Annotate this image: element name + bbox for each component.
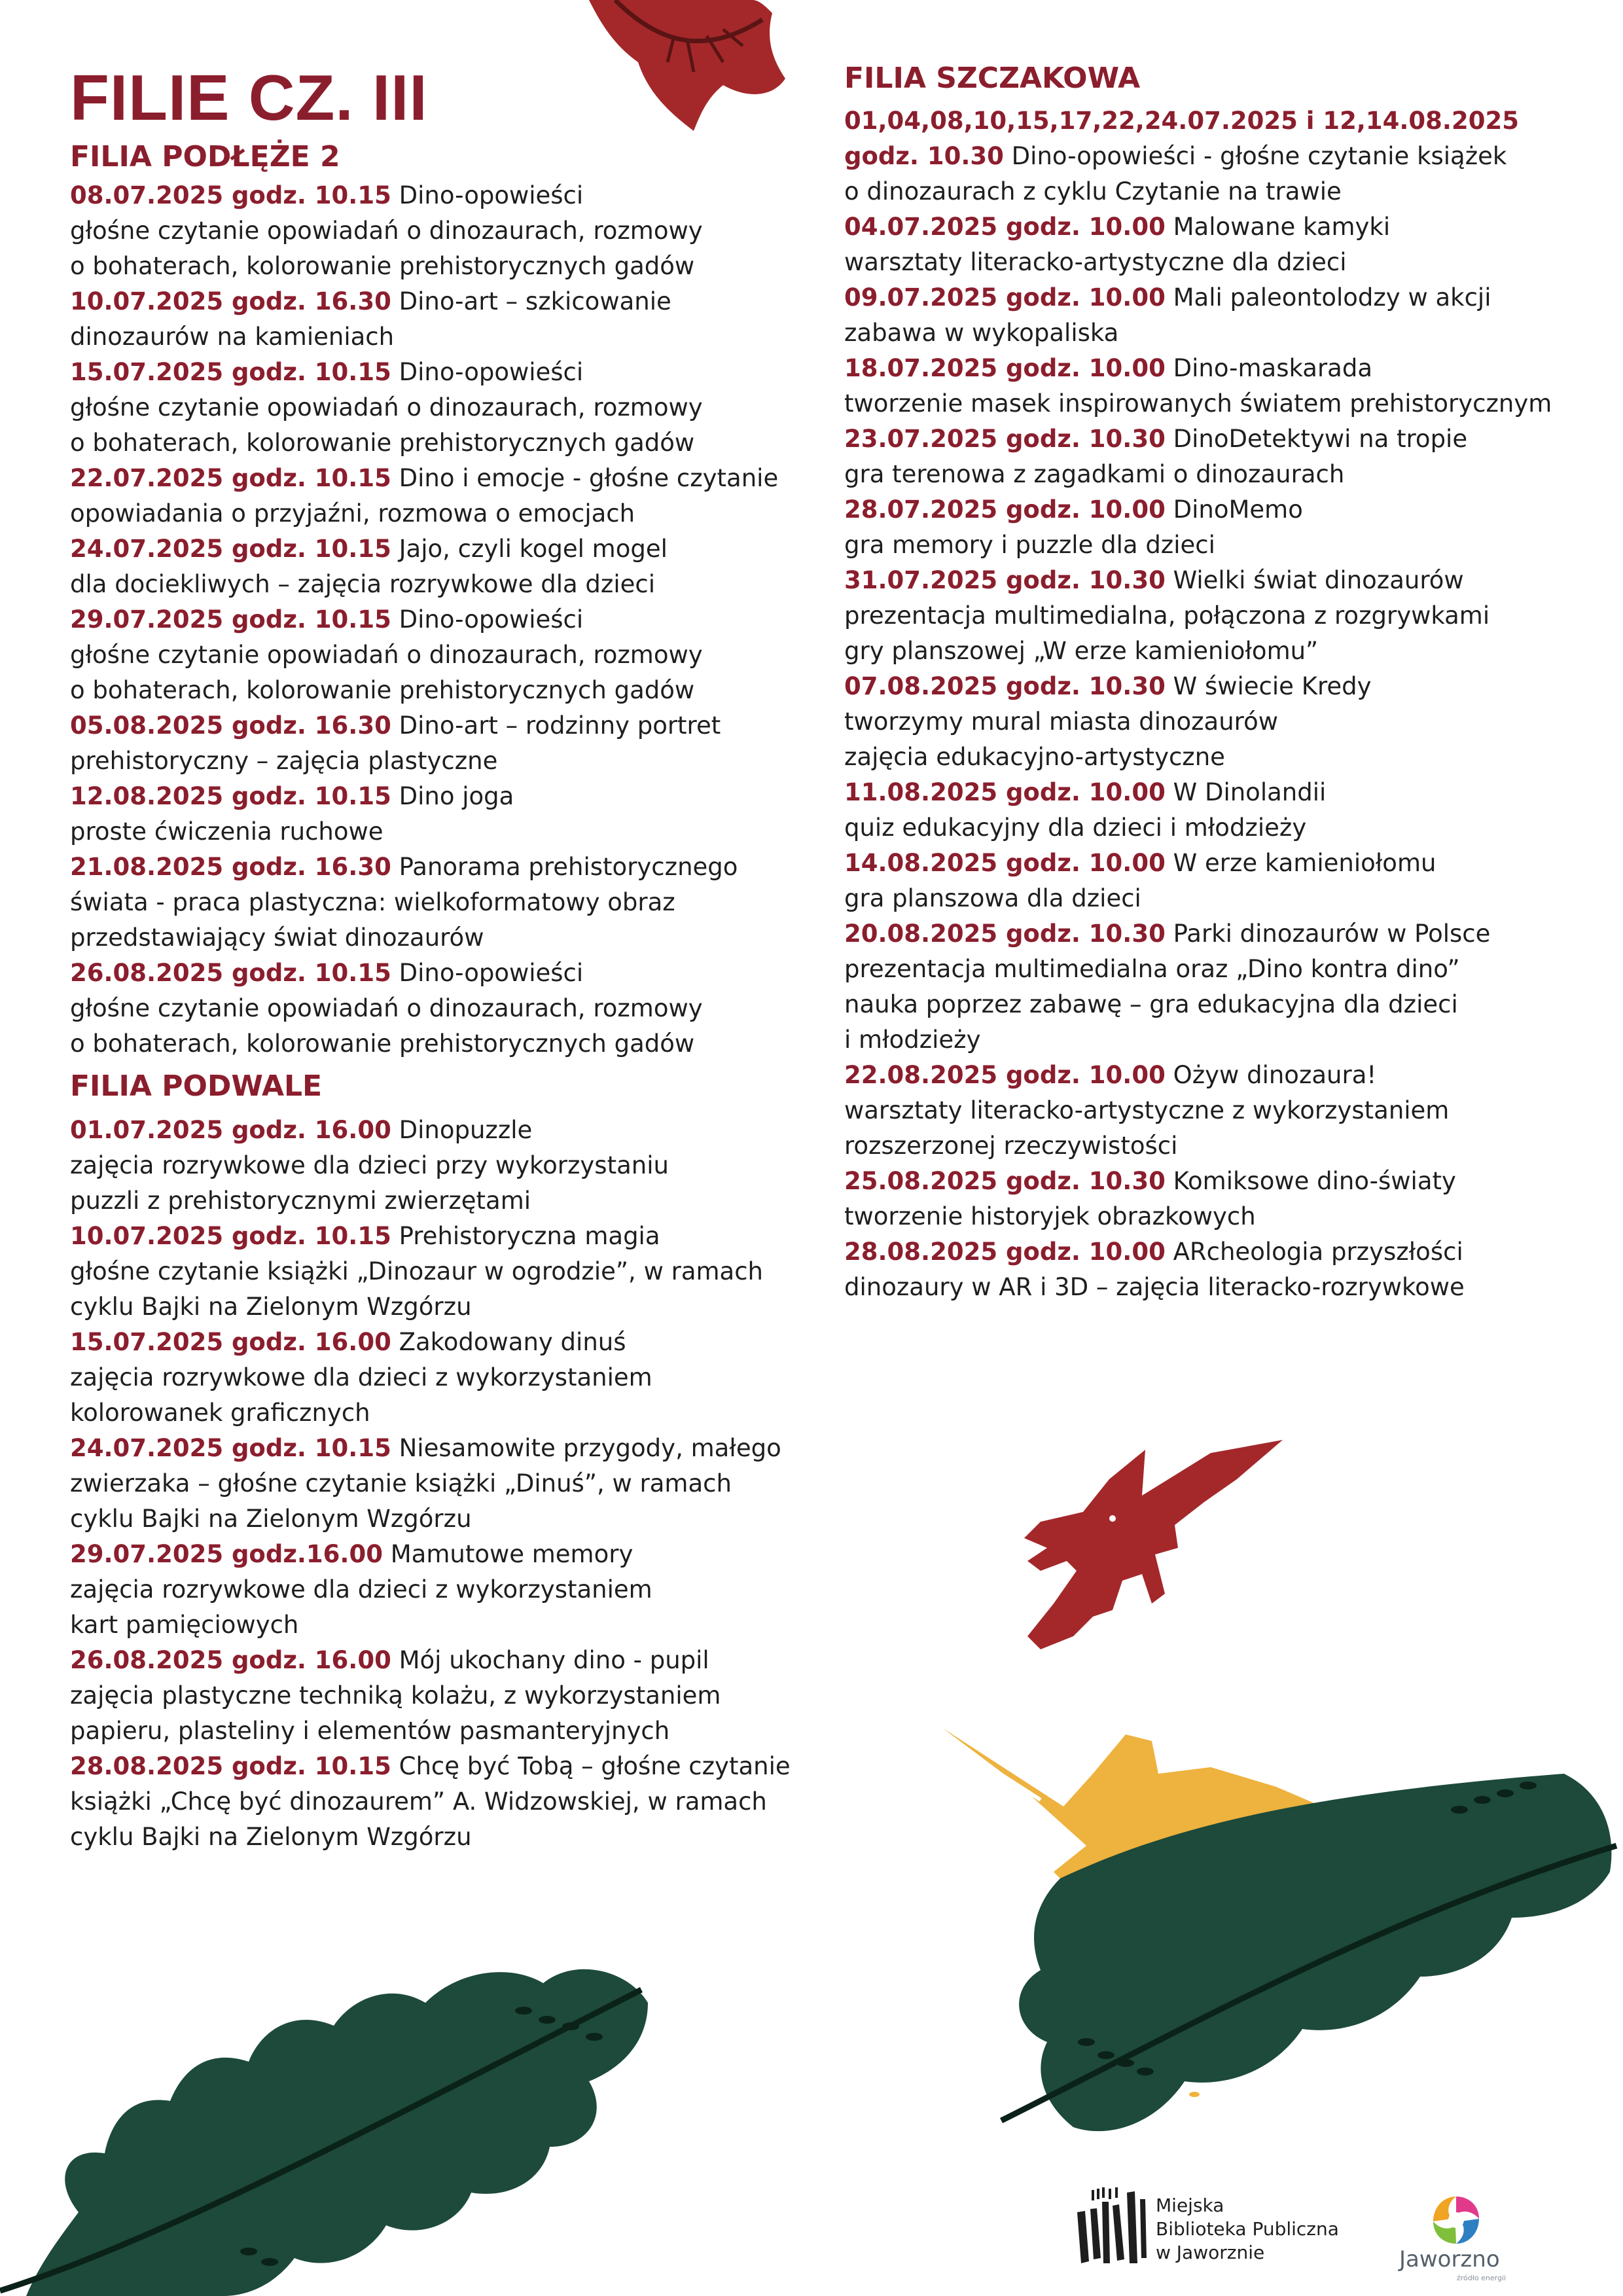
event-date: 08.07.2025 godz. 10.15 xyxy=(70,181,391,209)
event-date: 18.07.2025 godz. 10.00 xyxy=(844,354,1166,382)
event-title: Mali paleontolodzy w akcji xyxy=(1165,283,1491,312)
event-description-line: kolorowanek graficznych xyxy=(70,1399,370,1427)
event-date: 15.07.2025 godz. 16.00 xyxy=(70,1328,391,1356)
event-title: Mój ukochany dino - pupil xyxy=(391,1646,709,1674)
event-description-line: o bohaterach, kolorowanie prehistorycznych gadów xyxy=(70,676,695,704)
event-date: 10.07.2025 godz. 10.15 xyxy=(70,1222,391,1250)
event-description-line: dla dociekliwych – zajęcia rozrywkowe dla dzieci xyxy=(70,570,655,598)
event-date: 09.07.2025 godz. 10.00 xyxy=(844,283,1166,312)
event-entry xyxy=(844,669,1616,775)
jaworzno-logo-icon xyxy=(1427,2191,1486,2250)
section-heading: FILIA PODŁĘŻE 2 xyxy=(70,140,340,173)
library-logo-line: w Jaworznie xyxy=(1156,2242,1265,2263)
event-entry xyxy=(70,531,829,602)
event-title: Komiksowe dino-światy xyxy=(1165,1167,1456,1195)
recurring-dates: 01,04,08,10,15,17,22,24.07.2025 i 12,14.08.2025 xyxy=(844,107,1519,135)
event-entry xyxy=(844,422,1616,492)
event-first-line xyxy=(844,280,1616,315)
event-description-line: prezentacja multimedialna oraz „Dino kontra dino” xyxy=(844,955,1460,983)
event-description-line: i młodzieży xyxy=(844,1026,981,1054)
event-title: Dino-opowieści xyxy=(391,959,584,987)
event-title: Dino-opowieści xyxy=(391,358,584,386)
event-first-line xyxy=(70,850,829,885)
event-description-line: tworzenie historyjek obrazkowych xyxy=(844,1202,1256,1230)
event-date: 04.07.2025 godz. 10.00 xyxy=(844,213,1166,241)
event-description-line: zajęcia rozrywkowe dla dzieci z wykorzystaniem xyxy=(70,1363,652,1391)
event-title: Zakodowany dinuś xyxy=(391,1328,626,1356)
event-entry xyxy=(844,280,1616,351)
event-title: Dino-art – szkicowanie xyxy=(391,287,671,315)
event-date: 28.07.2025 godz. 10.00 xyxy=(844,495,1166,524)
event-title: W Dinolandii xyxy=(1165,778,1327,806)
event-entry xyxy=(844,1058,1616,1164)
event-first-line xyxy=(70,956,829,991)
event-first-line xyxy=(70,1325,829,1360)
event-entry xyxy=(70,708,829,779)
event-description-line: tworzenie masek inspirowanych światem prehistorycznym xyxy=(844,389,1552,418)
event-date: 29.07.2025 godz. 10.15 xyxy=(70,605,391,634)
event-description-line: gra planszowa dla dzieci xyxy=(844,884,1141,912)
event-description-line: warsztaty literacko-artystyczne dla dzieci xyxy=(844,248,1347,276)
event-description-line: prehistoryczny – zajęcia plastyczne xyxy=(70,747,498,775)
event-first-line xyxy=(844,422,1616,457)
event-title: Wielki świat dinozaurów xyxy=(1165,566,1464,594)
event-entry xyxy=(844,846,1616,916)
event-date: 15.07.2025 godz. 10.15 xyxy=(70,358,391,386)
event-date: 26.08.2025 godz. 10.15 xyxy=(70,959,391,987)
event-first-line xyxy=(844,139,1616,174)
event-date: 22.07.2025 godz. 10.15 xyxy=(70,464,391,492)
event-description-line: głośne czytanie książki „Dinozaur w ogrodzie”, w ramach xyxy=(70,1257,763,1285)
library-logo-line: Miejska xyxy=(1156,2195,1224,2216)
event-first-line xyxy=(844,916,1616,952)
event-description-line: warsztaty literacko-artystyczne z wykorzystaniem xyxy=(844,1096,1450,1124)
event-first-line xyxy=(70,602,829,637)
event-description-line: zwierzaka – głośne czytanie książki „Dinuś”, w ramach xyxy=(70,1469,732,1498)
event-date: 26.08.2025 godz. 16.00 xyxy=(70,1646,391,1674)
event-title: Dino-opowieści - głośne czytanie książek xyxy=(1003,142,1507,170)
event-description-line: głośne czytanie opowiadań o dinozaurach, rozmowy xyxy=(70,994,703,1022)
event-description-line: dinozaury w AR i 3D – zajęcia literacko-rozrywkowe xyxy=(844,1273,1465,1301)
event-date: 01.07.2025 godz. 16.00 xyxy=(70,1116,391,1144)
event-title: Dino-opowieści xyxy=(391,605,584,634)
event-date: 29.07.2025 godz.16.00 xyxy=(70,1540,383,1568)
event-description-line: quiz edukacyjny dla dzieci i młodzieży xyxy=(844,814,1307,842)
event-date: 11.08.2025 godz. 10.00 xyxy=(844,778,1166,806)
event-description-line: zajęcia rozrywkowe dla dzieci przy wykorzystaniu xyxy=(70,1151,669,1179)
event-entry xyxy=(70,850,829,956)
event-entry xyxy=(844,1164,1616,1234)
szczakowa-entries xyxy=(844,139,1616,1305)
event-entry xyxy=(70,355,829,461)
event-first-line xyxy=(70,708,829,744)
event-title: Parki dinozaurów w Polsce xyxy=(1165,920,1491,948)
event-description-line: głośne czytanie opowiadań o dinozaurach, rozmowy xyxy=(70,217,703,245)
event-first-line xyxy=(844,209,1616,245)
pterodactyl-illustration xyxy=(1014,1440,1289,1662)
event-date: 23.07.2025 godz. 10.30 xyxy=(844,425,1166,453)
section-heading-szczakowa: FILIA SZCZAKOWA xyxy=(844,62,1141,95)
event-date: 28.08.2025 godz. 10.15 xyxy=(70,1752,391,1780)
event-title: Dino i emocje - głośne czytanie xyxy=(391,464,779,492)
event-entry xyxy=(844,351,1616,422)
event-description-line: o bohaterach, kolorowanie prehistorycznych gadów xyxy=(70,429,695,457)
event-entry xyxy=(70,178,829,284)
page-title: FILIE CZ. III xyxy=(70,62,428,134)
event-description-line: dinozaurów na kamieniach xyxy=(70,323,395,351)
event-first-line xyxy=(844,351,1616,386)
event-entry xyxy=(70,602,829,708)
triceratops-leaf-illustration xyxy=(923,1702,1623,2199)
event-description-line: cyklu Bajki na Zielonym Wzgórzu xyxy=(70,1823,472,1851)
event-first-line xyxy=(844,775,1616,810)
event-title: DinoMemo xyxy=(1165,495,1303,524)
left-sections xyxy=(70,136,829,1855)
event-date: 07.08.2025 godz. 10.30 xyxy=(844,672,1166,700)
event-title: Dino-maskarada xyxy=(1165,354,1373,382)
event-title: DinoDetektywi na tropie xyxy=(1165,425,1468,453)
event-description-line: rozszerzonej rzeczywistości xyxy=(844,1132,1178,1160)
event-description-line: świata - praca plastyczna: wielkoformatowy obraz xyxy=(70,888,675,916)
event-first-line xyxy=(844,563,1616,598)
event-entry xyxy=(70,1749,829,1855)
event-title: Dinopuzzle xyxy=(391,1116,533,1144)
event-date: 24.07.2025 godz. 10.15 xyxy=(70,535,391,563)
event-title: Dino joga xyxy=(391,782,514,810)
event-date: 14.08.2025 godz. 10.00 xyxy=(844,849,1166,877)
event-entry xyxy=(70,1431,829,1537)
event-entry xyxy=(844,139,1616,209)
event-date: 10.07.2025 godz. 16.30 xyxy=(70,287,391,315)
event-first-line xyxy=(844,1164,1616,1199)
event-description-line: papieru, plasteliny i elementów pasmanteryjnych xyxy=(70,1717,670,1745)
event-description-line: nauka poprzez zabawę – gra edukacyjna dla dzieci xyxy=(844,990,1458,1018)
event-entry xyxy=(70,461,829,531)
event-first-line xyxy=(844,846,1616,881)
event-date: 05.08.2025 godz. 16.30 xyxy=(70,711,391,740)
event-date: 25.08.2025 godz. 10.30 xyxy=(844,1167,1166,1195)
event-description-line: cyklu Bajki na Zielonym Wzgórzu xyxy=(70,1293,472,1321)
event-description-line: puzzli z prehistorycznymi zwierzętami xyxy=(70,1187,531,1215)
event-first-line xyxy=(70,1537,829,1572)
event-entry xyxy=(844,563,1616,669)
event-title: Ożyw dinozaura! xyxy=(1165,1061,1377,1089)
jaworzno-logo-tagline: źródło energii xyxy=(1457,2274,1507,2282)
library-logo-icon xyxy=(1072,2186,1150,2265)
event-description-line: książki „Chcę być dinozaurem” A. Widzowskiej, w ramach xyxy=(70,1787,767,1816)
event-description-line: głośne czytanie opowiadań o dinozaurach, rozmowy xyxy=(70,393,703,422)
event-entry xyxy=(70,1537,829,1643)
left-column xyxy=(70,59,829,1855)
event-description-line: przedstawiający świat dinozaurów xyxy=(70,924,484,952)
event-title: W erze kamieniołomu xyxy=(1165,849,1436,877)
event-first-line xyxy=(70,1219,829,1254)
event-description-line: tworzymy mural miasta dinozaurów xyxy=(844,708,1278,736)
event-description-line: opowiadania o przyjaźni, rozmowa o emocjach xyxy=(70,499,635,528)
event-entry xyxy=(70,1113,829,1219)
event-description-line: zajęcia edukacyjno-artystyczne xyxy=(844,743,1225,771)
event-date: 21.08.2025 godz. 16.30 xyxy=(70,853,391,881)
event-entry xyxy=(70,1219,829,1325)
event-date: 12.08.2025 godz. 10.15 xyxy=(70,782,391,810)
event-entry xyxy=(70,956,829,1062)
event-description-line: cyklu Bajki na Zielonym Wzgórzu xyxy=(70,1505,472,1533)
event-title: Niesamowite przygody, małego xyxy=(391,1434,781,1462)
event-description-line: kart pamięciowych xyxy=(70,1611,299,1639)
event-title: Jajo, czyli kogel mogel xyxy=(391,535,668,563)
event-first-line xyxy=(70,1431,829,1466)
event-first-line xyxy=(70,1749,829,1784)
event-title: Chcę być Tobą – głośne czytanie xyxy=(391,1752,791,1780)
event-title: ARcheologia przyszłości xyxy=(1165,1238,1463,1266)
event-description-line: o dinozaurach z cyklu Czytanie na trawie xyxy=(844,177,1342,206)
event-description-line: zajęcia rozrywkowe dla dzieci z wykorzystaniem xyxy=(70,1575,652,1604)
event-first-line xyxy=(70,355,829,390)
event-entry xyxy=(844,916,1616,1058)
green-leaf-bottom-left-illustration xyxy=(0,1872,661,2296)
event-description-line: zajęcia plastyczne techniką kolażu, z wykorzystaniem xyxy=(70,1681,721,1710)
event-first-line xyxy=(70,779,829,814)
event-date: 24.07.2025 godz. 10.15 xyxy=(70,1434,391,1462)
event-description-line: gry planszowej „W erze kamieniołomu” xyxy=(844,637,1319,665)
event-description-line: prezentacja multimedialna, połączona z rozgrywkami xyxy=(844,601,1490,630)
event-title: Mamutowe memory xyxy=(382,1540,633,1568)
event-first-line xyxy=(70,1643,829,1678)
event-title: W świecie Kredy xyxy=(1165,672,1372,700)
event-entry xyxy=(844,775,1616,846)
event-date: 22.08.2025 godz. 10.00 xyxy=(844,1061,1166,1089)
event-description-line: proste ćwiczenia ruchowe xyxy=(70,817,383,846)
event-first-line xyxy=(844,1234,1616,1270)
event-entry xyxy=(70,1643,829,1749)
event-entry xyxy=(70,779,829,850)
event-date: 31.07.2025 godz. 10.30 xyxy=(844,566,1166,594)
library-logo-text xyxy=(1156,2194,1339,2265)
event-title: Panorama prehistorycznego xyxy=(391,853,738,881)
event-date: 20.08.2025 godz. 10.30 xyxy=(844,920,1166,948)
event-first-line xyxy=(844,1058,1616,1093)
right-column xyxy=(844,59,1616,1305)
event-entry xyxy=(844,209,1616,280)
event-first-line xyxy=(70,461,829,496)
event-description-line: głośne czytanie opowiadań o dinozaurach, rozmowy xyxy=(70,641,703,669)
event-first-line xyxy=(70,178,829,213)
library-logo-line: Biblioteka Publiczna xyxy=(1156,2218,1339,2240)
event-description-line: gra memory i puzzle dla dzieci xyxy=(844,531,1215,559)
event-entry xyxy=(70,1325,829,1431)
section-heading: FILIA PODWALE xyxy=(70,1069,323,1103)
event-entry xyxy=(844,492,1616,563)
event-title: Dino-opowieści xyxy=(391,181,584,209)
event-first-line xyxy=(844,669,1616,704)
event-first-line xyxy=(70,531,829,567)
jaworzno-logo-text: Jaworzno xyxy=(1399,2246,1500,2272)
event-description-line: o bohaterach, kolorowanie prehistorycznych gadów xyxy=(70,252,695,280)
event-date: godz. 10.30 xyxy=(844,142,1004,170)
event-first-line xyxy=(70,1113,829,1148)
event-title: Malowane kamyki xyxy=(1165,213,1391,241)
event-title: Dino-art – rodzinny portret xyxy=(391,711,721,740)
event-description-line: o bohaterach, kolorowanie prehistorycznych gadów xyxy=(70,1030,695,1058)
event-first-line xyxy=(844,492,1616,528)
event-description-line: zabawa w wykopaliska xyxy=(844,319,1119,347)
event-first-line xyxy=(70,284,829,319)
event-description-line: gra terenowa z zagadkami o dinozaurach xyxy=(844,460,1345,488)
event-date: 28.08.2025 godz. 10.00 xyxy=(844,1238,1166,1266)
event-entry xyxy=(70,284,829,355)
event-entry xyxy=(844,1234,1616,1305)
event-title: Prehistoryczna magia xyxy=(391,1222,660,1250)
